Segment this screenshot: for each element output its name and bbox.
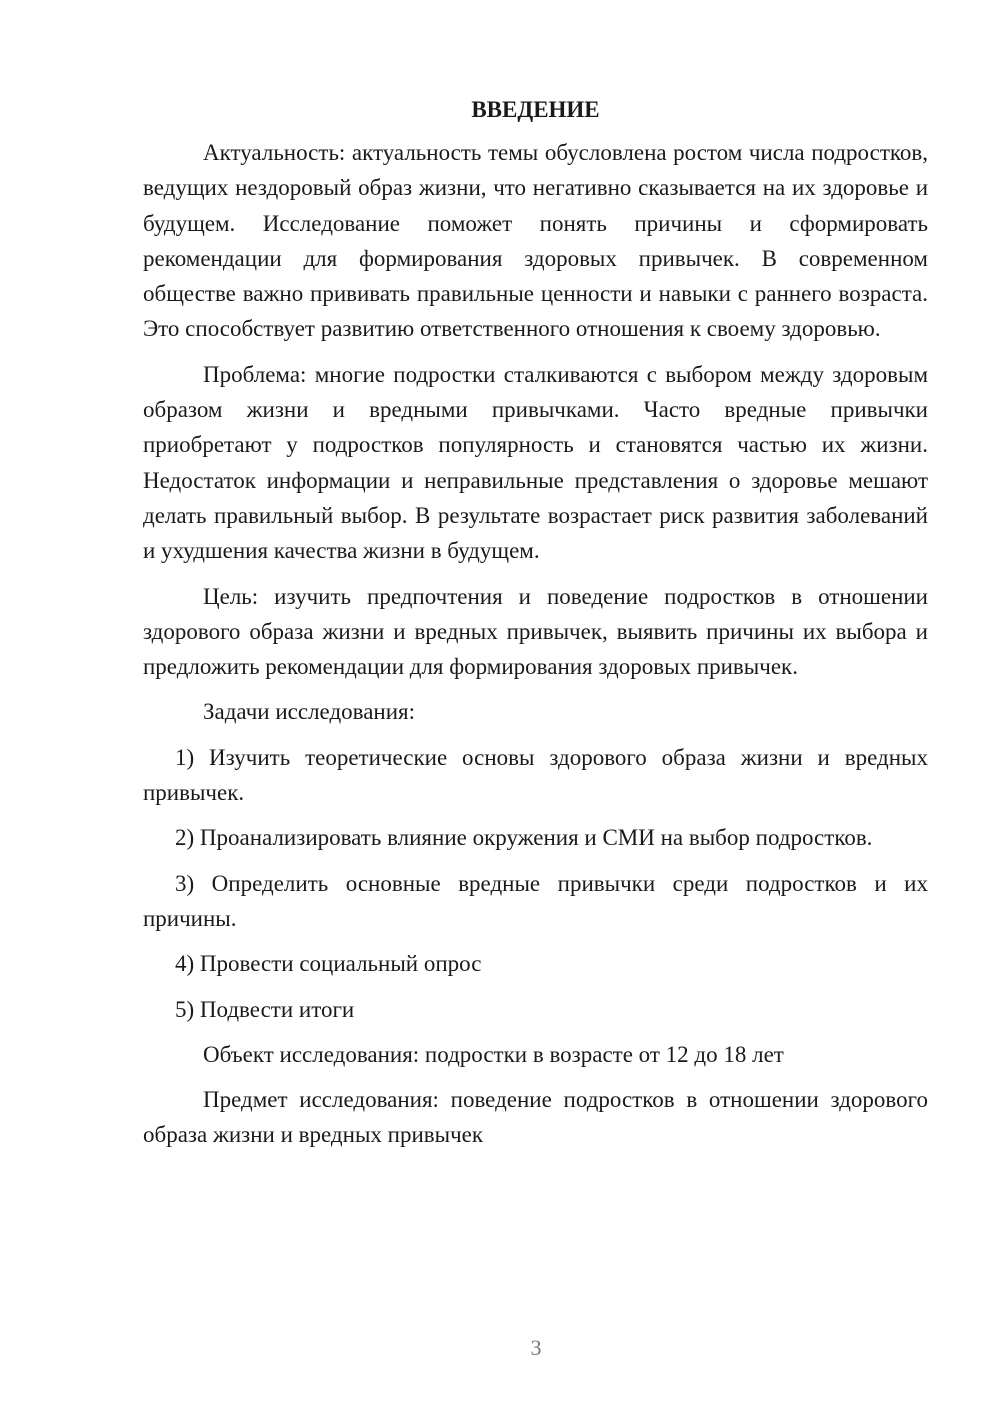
object-paragraph: Объект исследования: подростки в возрасте от 12 до 18 лет xyxy=(203,1041,784,1067)
page-content xyxy=(143,95,928,1153)
task-item-4: 4) Провести социальный опрос xyxy=(175,951,482,977)
relevance-paragraph: Актуальность: актуальность темы обусловлена ростом числа подростков, ведущих нездоровый образ жизни, что негативно сказывается на их здоровье и будущем. Исследование поможет понять причины и сформировать рекомендации для формирования здоровых привычек. В современном обществе важно прививать правильные ценности и навыки с раннего возраста. Это способствует развитию ответственного отношения к своему здоровью. xyxy=(143,140,928,342)
task-item-5: 5) Подвести итоги xyxy=(175,996,355,1022)
problem-paragraph: Проблема: многие подростки сталкиваются с выбором между здоровым образом жизни и вредными привычками. Часто вредные привычки приобретают у подростков популярность и становятся частью их жизни. Недостаток информации и неправильные представления о здоровье мешают делать правильный выбор. В результате возрастает риск развития заболеваний и ухудшения качества жизни в будущем. xyxy=(143,361,928,564)
task-item-2: 2) Проанализировать влияние окружения и СМИ на выбор подростков. xyxy=(175,825,873,851)
task-item-1: 1) Изучить теоретические основы здорового образа жизни и вредных привычек. xyxy=(143,744,928,806)
page-title: ВВЕДЕНИЕ xyxy=(471,97,600,122)
task-item-3: 3) Определить основные вредные привычки среди подростков и их причины. xyxy=(143,870,928,931)
subject-paragraph: Предмет исследования: поведение подростков в отношении здорового образа жизни и вредных привычек xyxy=(143,1087,928,1148)
goal-paragraph: Цель: изучить предпочтения и поведение подростков в отношении здорового образа жизни и вредных привычек, выявить причины их выбора и предложить рекомендации для формирования здоровых привычек. xyxy=(143,583,928,680)
page-number: 3 xyxy=(530,1335,542,1360)
tasks-heading: Задачи исследования: xyxy=(203,699,416,725)
